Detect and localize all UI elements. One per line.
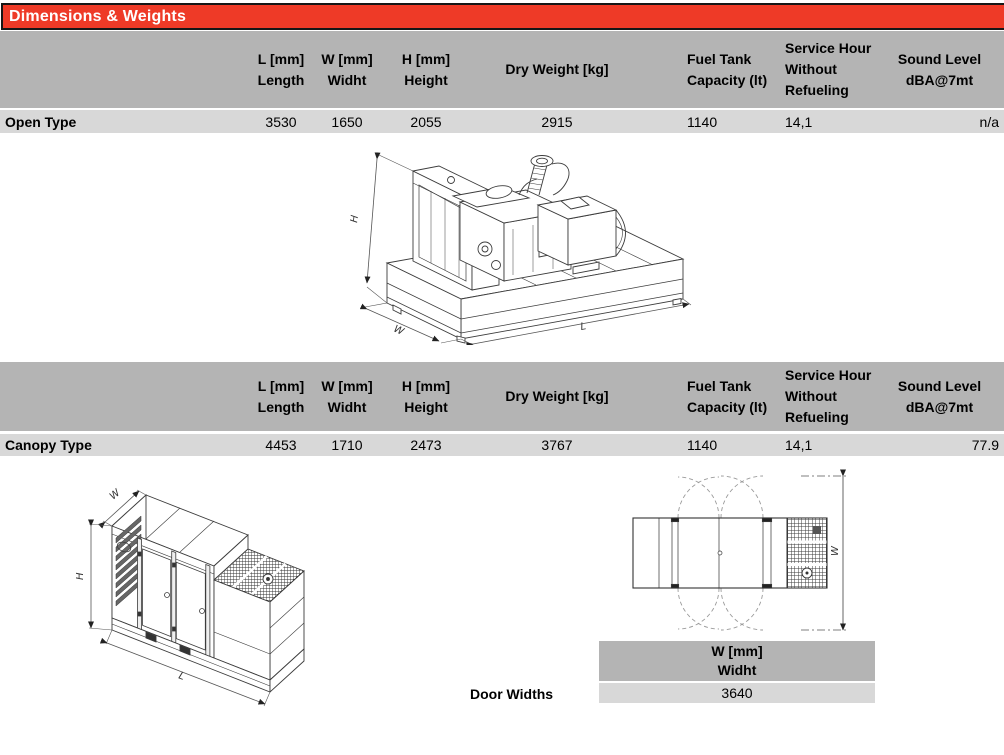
- door-widths-table-header: [599, 641, 875, 681]
- plan-dim-w-label: W: [830, 546, 841, 556]
- col-header-width: [308, 362, 386, 431]
- open-type-row: [0, 110, 1004, 133]
- canopy-type-service-value: 14,1: [785, 437, 813, 453]
- plan-grille: [787, 518, 827, 588]
- open-dim-h-label: H: [349, 214, 362, 224]
- canopy-type-dry-weight-value: 3767: [541, 437, 573, 453]
- open-type-length-value: 3530: [265, 113, 297, 130]
- col-header-height: [384, 362, 468, 431]
- canopy-type-width-value: 1710: [331, 437, 363, 453]
- col-header-dry-weight-line1: Dry Weight [kg]: [505, 388, 609, 404]
- canopy-type-drawing: [62, 462, 362, 740]
- col-header-fuel-line2: Capacity (lt): [687, 398, 768, 415]
- open-dim-w-label: W: [391, 323, 406, 338]
- col-header-service-line3: Refueling: [785, 82, 849, 98]
- door-widths-value: 3640: [721, 685, 753, 701]
- door-widths-col-line2: Widht: [717, 662, 757, 678]
- canopy-type-table-header: [0, 362, 1004, 431]
- col-header-height-line2: Height: [404, 398, 448, 415]
- col-header-service-line1: Service Hour: [785, 367, 872, 383]
- section-title: Dimensions & Weights: [9, 7, 187, 25]
- col-header-sound-level: [878, 362, 1001, 431]
- col-header-fuel-line2: Capacity (lt): [687, 71, 768, 88]
- open-type-table-header: [0, 31, 1004, 108]
- canopy-iso-svg: [62, 462, 362, 740]
- open-type-row-label: Open Type: [5, 113, 77, 130]
- col-header-dry-weight: [478, 362, 636, 431]
- col-header-width-line2: Widht: [327, 71, 367, 88]
- col-header-sound-line2: dBA@7mt: [905, 398, 974, 415]
- open-type-width-value: 1650: [331, 113, 363, 130]
- open-type-fuel-value: 1140: [687, 113, 718, 130]
- open-type-dry-weight-value: 2915: [541, 113, 573, 130]
- col-header-fuel-line1: Fuel Tank: [687, 377, 752, 394]
- col-header-service-line2: Without: [785, 388, 837, 404]
- canopy-dim-w-label: W: [107, 487, 123, 503]
- section-title-bar: [1, 3, 1004, 30]
- door-swing-plan-drawing: [595, 460, 857, 638]
- canopy-plan-svg: [595, 460, 857, 638]
- canopy-type-sound-value: 77.9: [971, 437, 999, 453]
- col-header-width-line1: W [mm]: [321, 50, 373, 67]
- door-widths-row: [599, 683, 875, 703]
- col-header-service-line1: Service Hour: [785, 40, 872, 56]
- col-header-height-line1: H [mm]: [401, 377, 451, 394]
- col-header-sound-line2: dBA@7mt: [905, 71, 974, 88]
- canopy-dim-h-label: H: [75, 572, 86, 580]
- col-header-fuel-line1: Fuel Tank: [687, 50, 752, 67]
- col-header-sound-line1: Sound Level: [897, 377, 982, 394]
- col-header-height-line1: H [mm]: [401, 50, 451, 67]
- col-header-width-line2: Widht: [327, 398, 367, 415]
- col-header-sound-level: [878, 31, 1001, 108]
- canopy-type-fuel-value: 1140: [687, 437, 718, 453]
- col-header-height-line2: Height: [404, 71, 448, 88]
- canopy-type-row: [0, 434, 1004, 456]
- col-header-service-line2: Without: [785, 61, 837, 77]
- open-type-height-value: 2055: [410, 113, 442, 130]
- col-header-length-line2: Length: [257, 71, 305, 88]
- open-genset-iso-svg: [333, 137, 695, 345]
- col-header-length-line2: Length: [257, 398, 305, 415]
- open-dim-l-label: L: [579, 321, 588, 333]
- col-header-dry-weight: [478, 31, 636, 108]
- door-widths-col-line1: W [mm]: [711, 643, 763, 659]
- canopy-dim-l-label: L: [176, 670, 187, 683]
- col-header-sound-line1: Sound Level: [897, 50, 982, 67]
- col-header-width-line1: W [mm]: [321, 377, 373, 394]
- canopy-type-row-label: Canopy Type: [5, 437, 92, 453]
- col-header-height: [384, 31, 468, 108]
- col-header-dry-weight-line1: Dry Weight [kg]: [505, 61, 609, 77]
- col-header-length-line1: L [mm]: [257, 50, 305, 67]
- canopy-type-length-value: 4453: [265, 437, 297, 453]
- door-widths-label: Door Widths: [470, 686, 554, 702]
- open-type-drawing: [333, 137, 695, 345]
- col-header-service-line3: Refueling: [785, 409, 849, 425]
- col-header-width: [308, 31, 386, 108]
- col-header-length-line1: L [mm]: [257, 377, 305, 394]
- open-type-service-value: 14,1: [785, 113, 813, 130]
- canopy-type-height-value: 2473: [410, 437, 442, 453]
- canopy-tail-section: [214, 535, 304, 680]
- open-type-sound-value: n/a: [979, 113, 999, 130]
